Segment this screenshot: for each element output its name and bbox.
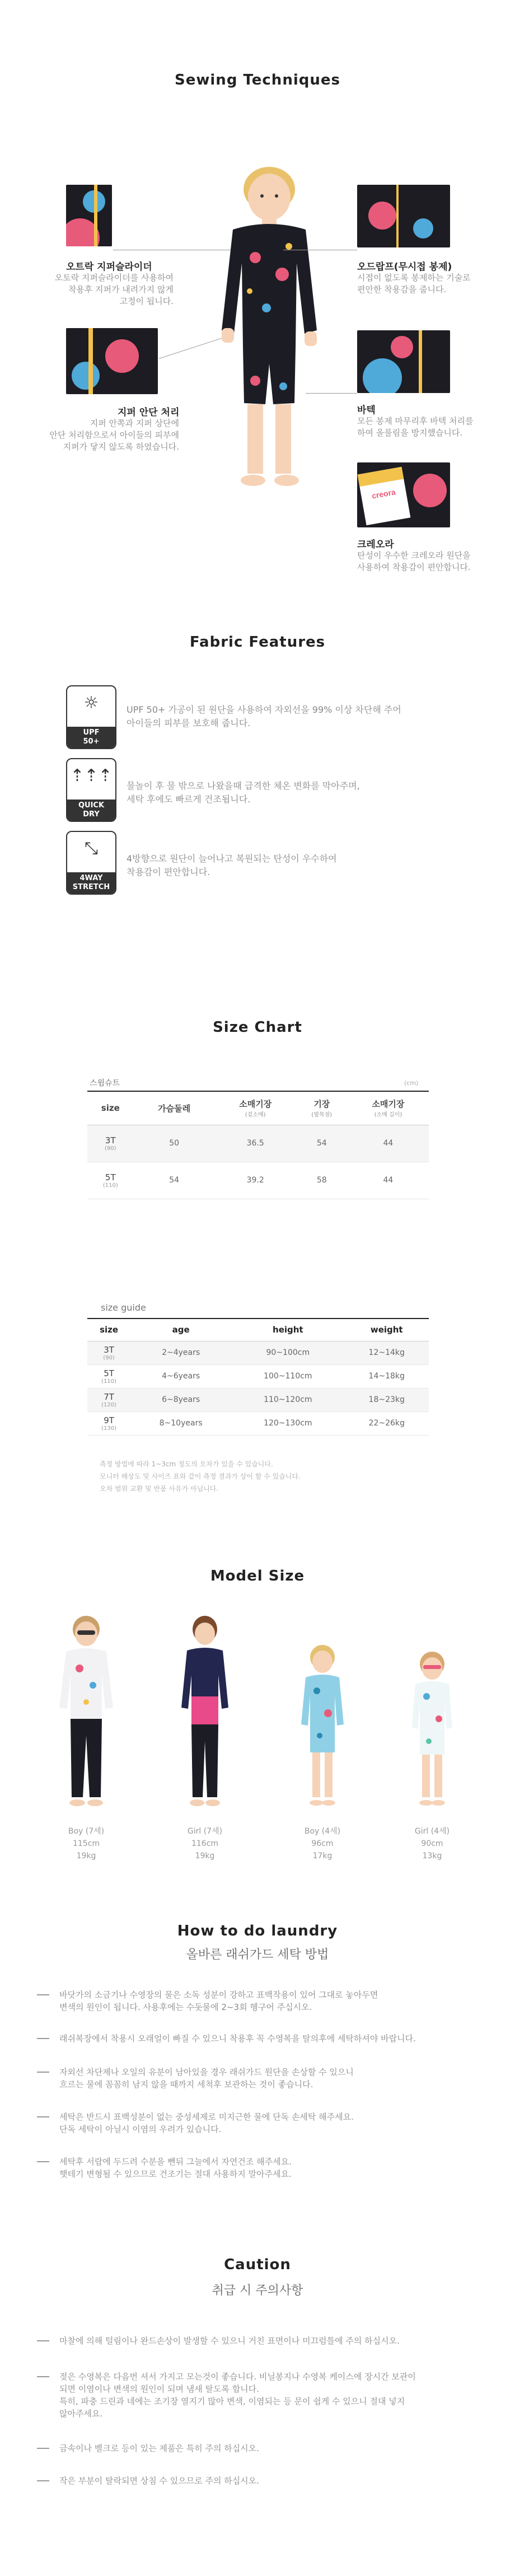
- model-girl-4-photo: [399, 1612, 466, 1814]
- model-girl-7-photo: [171, 1612, 238, 1814]
- leader-line: [306, 393, 357, 394]
- dash-icon: [37, 2072, 49, 2073]
- zipper-slider-title: 오트락 지퍼슬라이더: [66, 261, 152, 273]
- model-boy-4-caption: Boy (4세) 96cm 17kg: [304, 1827, 341, 1860]
- size-guide-caption: size guide: [101, 1302, 146, 1313]
- table-header: weight: [344, 1319, 429, 1341]
- table-row: 7T (120) 6~8years 110~120cm 18~23kg: [87, 1388, 429, 1411]
- model-girl-4-caption: Girl (4세) 90cm 13kg: [414, 1827, 450, 1860]
- laundry-item: 자외선 차단제나 오일의 유분이 남아있을 경우 래쉬가드 원단을 손상할 수 있으니 흐르는 물에 꼼꼼히 남지 않을 때까지 세척후 보관하는 것이 좋습니다.: [37, 2066, 485, 2091]
- dash-icon: [37, 2038, 49, 2039]
- dash-icon: [37, 2340, 49, 2341]
- zipper-lining-title: 지퍼 안단 처리: [118, 407, 180, 418]
- model-boy-4-photo: [289, 1612, 356, 1814]
- table-row: 3T (90) 50 36.5 54 44: [87, 1125, 429, 1162]
- bartack-swatch: [357, 330, 450, 393]
- caution-item: 작은 부분이 탈락되면 상침 수 있으므로 주의 하십시오.: [37, 2475, 485, 2487]
- creora-tag-label: creora: [371, 487, 396, 501]
- laundry-title: How to do laundry: [177, 1923, 338, 1939]
- model-boy-7-photo: [53, 1612, 120, 1814]
- zipper-slider-swatch: [66, 185, 112, 246]
- dash-icon: [37, 1994, 49, 1995]
- quick-dry-icon: ⇡⇡⇡: [70, 766, 113, 786]
- table-header: 소매기장 (겉소매): [215, 1091, 296, 1125]
- quick-dry-text: 물놀이 후 물 밖으로 나왔을때 급격한 체온 변화를 막아주며, 세탁 후에도 빠르게 건조됩니다.: [127, 780, 360, 805]
- dash-icon: [37, 2376, 49, 2377]
- dash-icon: [37, 2161, 49, 2162]
- caution-title: Caution: [224, 2256, 291, 2273]
- size-guide-table: [87, 1318, 429, 1436]
- upf-text: UPF 50+ 가공이 된 원단을 사용하여 자외선을 99% 이상 차단해 주어 아이들의 피부를 보호해 줍니다.: [127, 704, 401, 728]
- caution-item: 금속이나 벨크로 등이 있는 제품은 특히 주의 하십시오.: [37, 2442, 485, 2455]
- size-chart-unit: (cm): [404, 1079, 419, 1087]
- laundry-item: 세탁후 서랍에 두드려 수분을 뺀뒤 그늘에서 자연건조 해주세요. 햇테기 변형될 수 있으므로 건조기는 절대 사용하지 말아주세요.: [37, 2156, 485, 2180]
- creora-title: 크레오라: [357, 539, 394, 550]
- upf-badge: ☼ UPF 50+: [66, 685, 116, 749]
- bartack-desc: 모든 봉제 마무리후 바텍 처리를 하여 올풀림을 방지했습니다.: [357, 416, 474, 438]
- table-header: size: [87, 1091, 134, 1125]
- child-model-illustration: [210, 162, 328, 493]
- quick-dry-badge: ⇡⇡⇡ QUICK DRY: [66, 758, 116, 822]
- table-row: 3T (90) 2~4years 90~100cm 12~14kg: [87, 1341, 429, 1364]
- model-boy-7-caption: Boy (7세) 115cm 19kg: [68, 1827, 105, 1860]
- sun-icon: ☼: [83, 693, 99, 713]
- zipper-slider-desc: 오토락 지퍼슬라이더를 사용하여 착용후 지퍼가 내려가지 않게 고정이 됩니다.: [54, 273, 174, 306]
- creora-desc: 탄성이 우수한 크레오라 원단을 사용하여 착용감이 편안합니다.: [357, 550, 471, 572]
- flatlock-seam-title: 오드랍프(무시접 봉제): [357, 261, 452, 273]
- dash-icon: [37, 2448, 49, 2449]
- dash-icon: [37, 2480, 49, 2481]
- stretch-icon: ⤡: [85, 839, 98, 858]
- laundry-item: 세탁은 반드시 표백성분이 없는 중성세제로 미지근한 물에 단독 손세탁 해주세요. 단독 세탁이 아닐시 이염의 우려가 있습니다.: [37, 2111, 485, 2135]
- table-header: size: [87, 1319, 130, 1341]
- sewing-title: Sewing Techniques: [175, 72, 340, 88]
- table-row: 5T (110) 4~6years 100~110cm 14~18kg: [87, 1364, 429, 1388]
- flatlock-seam-desc: 시접이 없도록 봉제하는 기술로 편안한 착용감을 줍니다.: [357, 273, 471, 294]
- size-chart-title: Size Chart: [213, 1019, 302, 1036]
- table-header: 소매기장 (소매 길이): [348, 1091, 429, 1125]
- table-header: 기장 (옆목점): [296, 1091, 348, 1125]
- caution-subtitle: 취급 시 주의사항: [212, 2284, 303, 2298]
- table-row: 9T (130) 8~10years 120~130cm 22~26kg: [87, 1411, 429, 1435]
- model-girl-7-caption: Girl (7세) 116cm 19kg: [187, 1827, 223, 1860]
- table-row: 5T (110) 54 39.2 58 44: [87, 1162, 429, 1199]
- stretch-badge: ⤡ 4WAY STRETCH: [66, 831, 116, 895]
- size-guide-notes: 측정 방법에 따라 1~3cm 정도의 오차가 있을 수 있습니다. 모니터 해상도 및 사이즈 표와 같이 측정 결과가 상이 할 수 있습니다. 오차 범위 교환 및 반품 사유가 아닙니다.: [100, 1460, 301, 1493]
- table-header: height: [231, 1319, 344, 1341]
- table-header: age: [130, 1319, 231, 1341]
- zipper-lining-swatch: [66, 328, 158, 394]
- laundry-item: 래쉬복장에서 착용시 오래얼이 빠질 수 있으니 착용후 꼭 수영복을 탈의후에 세탁하셔야 바랍니다.: [37, 2032, 485, 2045]
- table-header: 가슴둘레: [134, 1091, 215, 1125]
- model-size-title: Model Size: [210, 1568, 305, 1584]
- flatlock-seam-swatch: [357, 185, 450, 247]
- laundry-item: 바닷가의 소금기나 수영장의 물은 소독 성분이 강하고 표백작용이 있어 그대로 놓아두면 변색의 원인이 됩니다. 사용후에는 수돗물에 2~3회 헹구어 주십시오.: [37, 1989, 485, 2013]
- bartack-title: 바텍: [357, 405, 376, 416]
- caution-item: 마찰에 의해 털림이나 완드손상이 발생할 수 있으니 거친 표면이나 미끄럼틀에 주의 하십시오.: [37, 2335, 485, 2347]
- zipper-lining-desc: 지퍼 안쪽과 지퍼 상단에 안단 처리함으로서 아이들의 피부에 지퍼가 닿지 않도록 하였습니다.: [49, 418, 179, 452]
- size-chart-table: [87, 1091, 429, 1199]
- size-chart-caption: 스윔슈트: [90, 1079, 120, 1088]
- caution-item: 젖은 수영복은 다음번 셔서 가지고 모는것이 좋습니다. 비닐봉지나 수영복 케이스에 장시간 보관이 되면 이염이나 변색의 원인이 되며 냄새 탈도록 합니다. 특히, 파충 드린과 네에는 조기장 열지기 많아 변색, 이염되는 등 문이 쉽게 수 있으니 절대 넣지 않아주세요.: [37, 2371, 485, 2420]
- creora-swatch: [357, 462, 450, 527]
- laundry-subtitle: 올바른 래쉬가드 세탁 방법: [186, 1948, 329, 1962]
- fabric-title: Fabric Features: [189, 634, 326, 651]
- stretch-text: 4방향으로 원단이 늘어나고 복원되는 탄성이 우수하여 착용감이 편안합니다.: [127, 853, 337, 877]
- dash-icon: [37, 2116, 49, 2117]
